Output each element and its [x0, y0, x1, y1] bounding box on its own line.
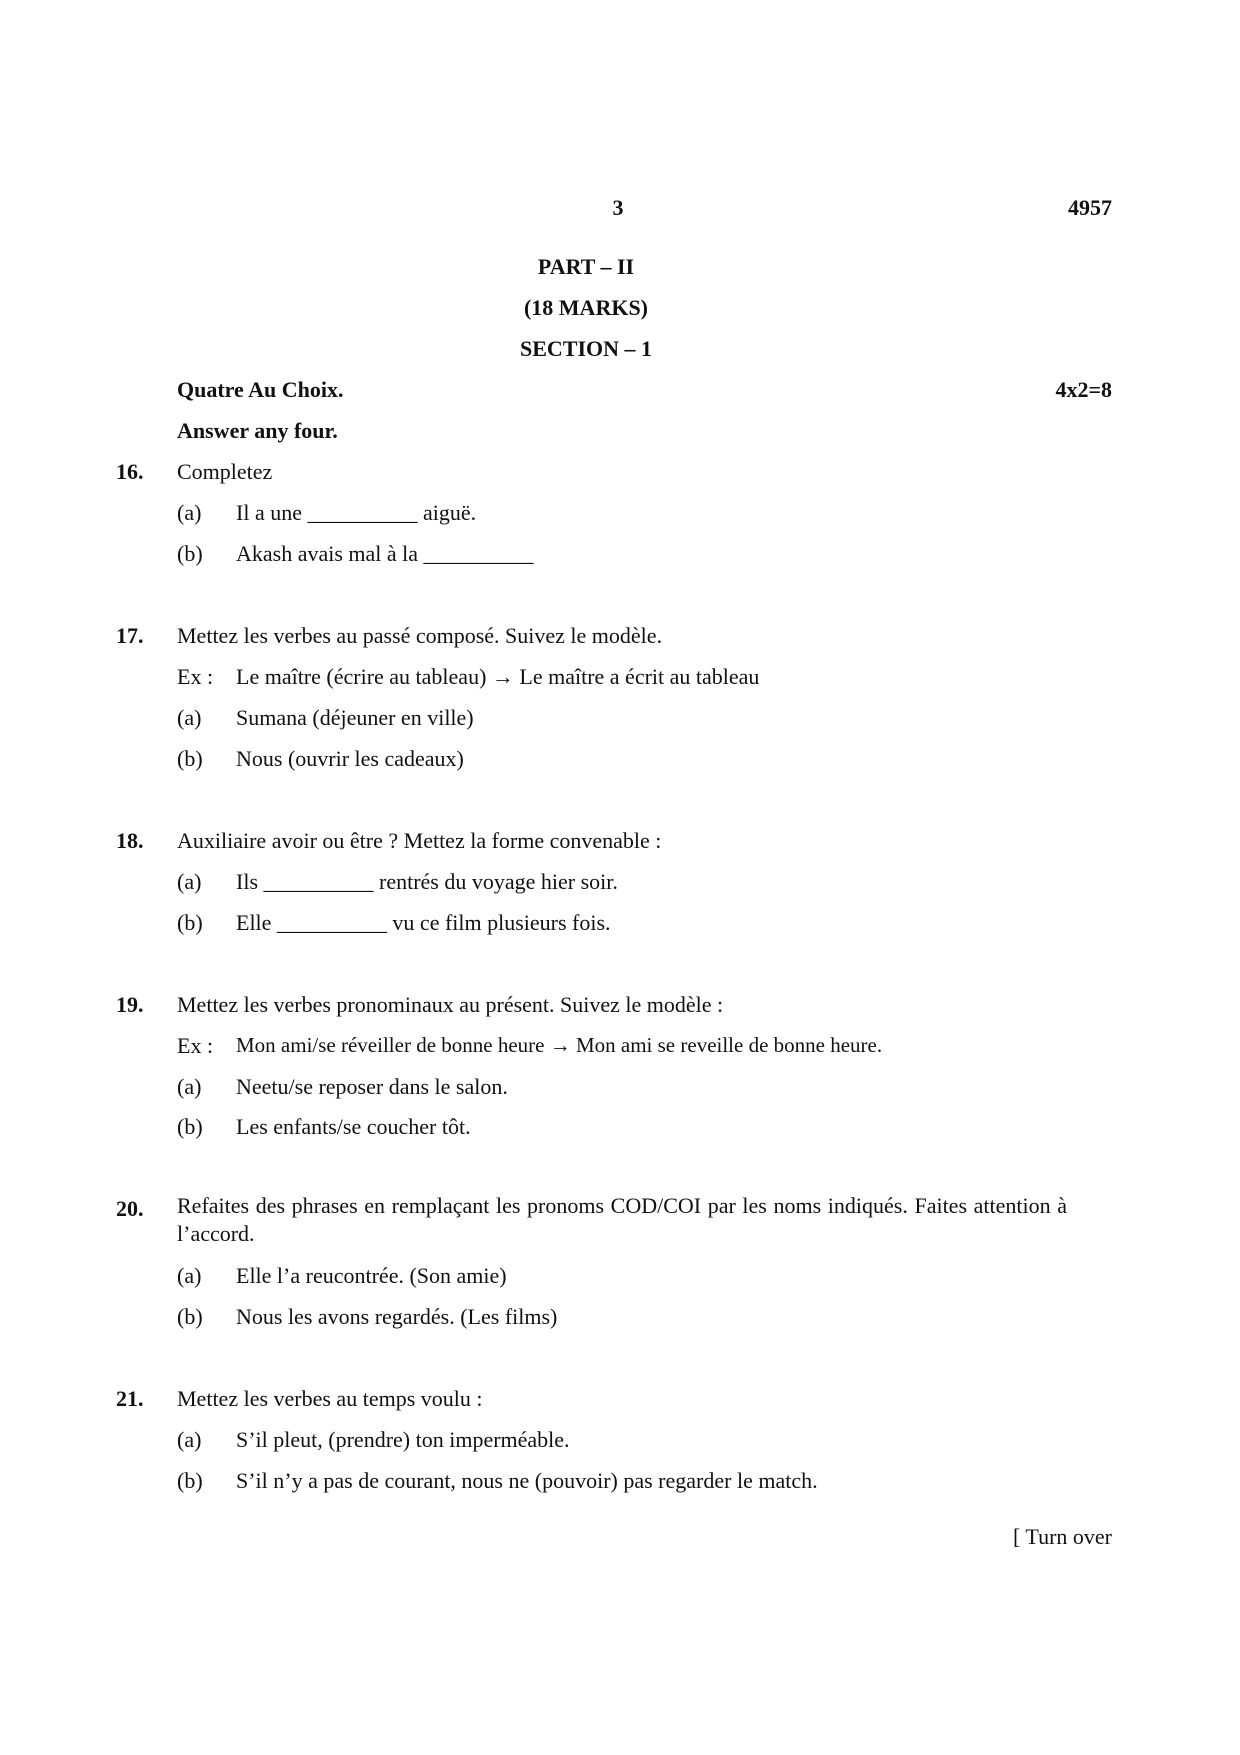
- example-label: Ex :: [177, 664, 214, 689]
- marks-allocation: 4x2=8: [1055, 377, 1112, 402]
- item-text: Akash avais mal à la __________: [236, 541, 534, 566]
- item-text: Ils __________ rentrés du voyage hier soir.: [236, 869, 618, 894]
- question-text: Auxiliaire avoir ou être ? Mettez la forme convenable :: [177, 828, 662, 853]
- item-label: (b): [177, 1304, 203, 1329]
- item-label: (b): [177, 746, 203, 771]
- item-label: (b): [177, 1114, 203, 1139]
- instruction-english: Answer any four.: [177, 418, 338, 443]
- question-number: 18.: [116, 828, 144, 853]
- paper-code: 4957: [1068, 195, 1112, 220]
- question-text: Refaites des phrases en remplaçant les pronoms COD/COI par les noms indiqués. Faites attention à l’accord.: [177, 1193, 1067, 1246]
- item-text: Elle l’a reucontrée. (Son amie): [236, 1263, 507, 1288]
- item-label: (a): [177, 705, 202, 730]
- question-number: 16.: [116, 459, 144, 484]
- item-label: (a): [177, 500, 202, 525]
- item-label: (a): [177, 869, 202, 894]
- section-title: SECTION – 1: [519, 336, 653, 361]
- question-text: Mettez les verbes au passé composé. Suivez le modèle.: [177, 623, 663, 648]
- item-label: (b): [177, 541, 203, 566]
- item-text: Elle __________ vu ce film plusieurs fois.: [236, 910, 611, 935]
- item-label: (a): [177, 1263, 202, 1288]
- example-text: Mon ami/se réveiller de bonne heure → Mon ami se reveille de bonne heure.: [236, 1033, 883, 1057]
- item-text: Sumana (déjeuner en ville): [236, 705, 474, 730]
- turn-over-note: [ Turn over: [1012, 1524, 1112, 1549]
- item-label: (a): [177, 1074, 202, 1099]
- item-text: Nous (ouvrir les cadeaux): [236, 746, 464, 771]
- question-text: Mettez les verbes au temps voulu :: [177, 1386, 483, 1411]
- item-text: Nous les avons regardés. (Les films): [236, 1304, 558, 1329]
- page-number: 3: [612, 195, 624, 220]
- item-text: Les enfants/se coucher tôt.: [236, 1114, 471, 1139]
- item-label: (a): [177, 1427, 202, 1452]
- item-text: S’il n’y a pas de courant, nous ne (pouvoir) pas regarder le match.: [236, 1468, 818, 1493]
- question-number: 17.: [116, 623, 144, 648]
- question-number: 19.: [116, 992, 144, 1017]
- part-marks: (18 MARKS): [523, 295, 649, 320]
- example-text: Le maître (écrire au tableau) → Le maître a écrit au tableau: [236, 664, 760, 689]
- part-title: PART – II: [537, 254, 635, 279]
- question-number: 21.: [116, 1386, 144, 1411]
- item-text: S’il pleut, (prendre) ton imperméable.: [236, 1427, 570, 1452]
- item-label: (b): [177, 910, 203, 935]
- question-text: Mettez les verbes pronominaux au présent. Suivez le modèle :: [177, 992, 724, 1017]
- item-text: Neetu/se reposer dans le salon.: [236, 1074, 508, 1099]
- example-label: Ex :: [177, 1033, 214, 1058]
- question-text: Completez: [177, 459, 273, 484]
- question-number: 20.: [116, 1196, 144, 1221]
- item-text: Il a une __________ aiguë.: [236, 500, 477, 525]
- item-label: (b): [177, 1468, 203, 1493]
- instruction-french: Quatre Au Choix.: [177, 377, 344, 402]
